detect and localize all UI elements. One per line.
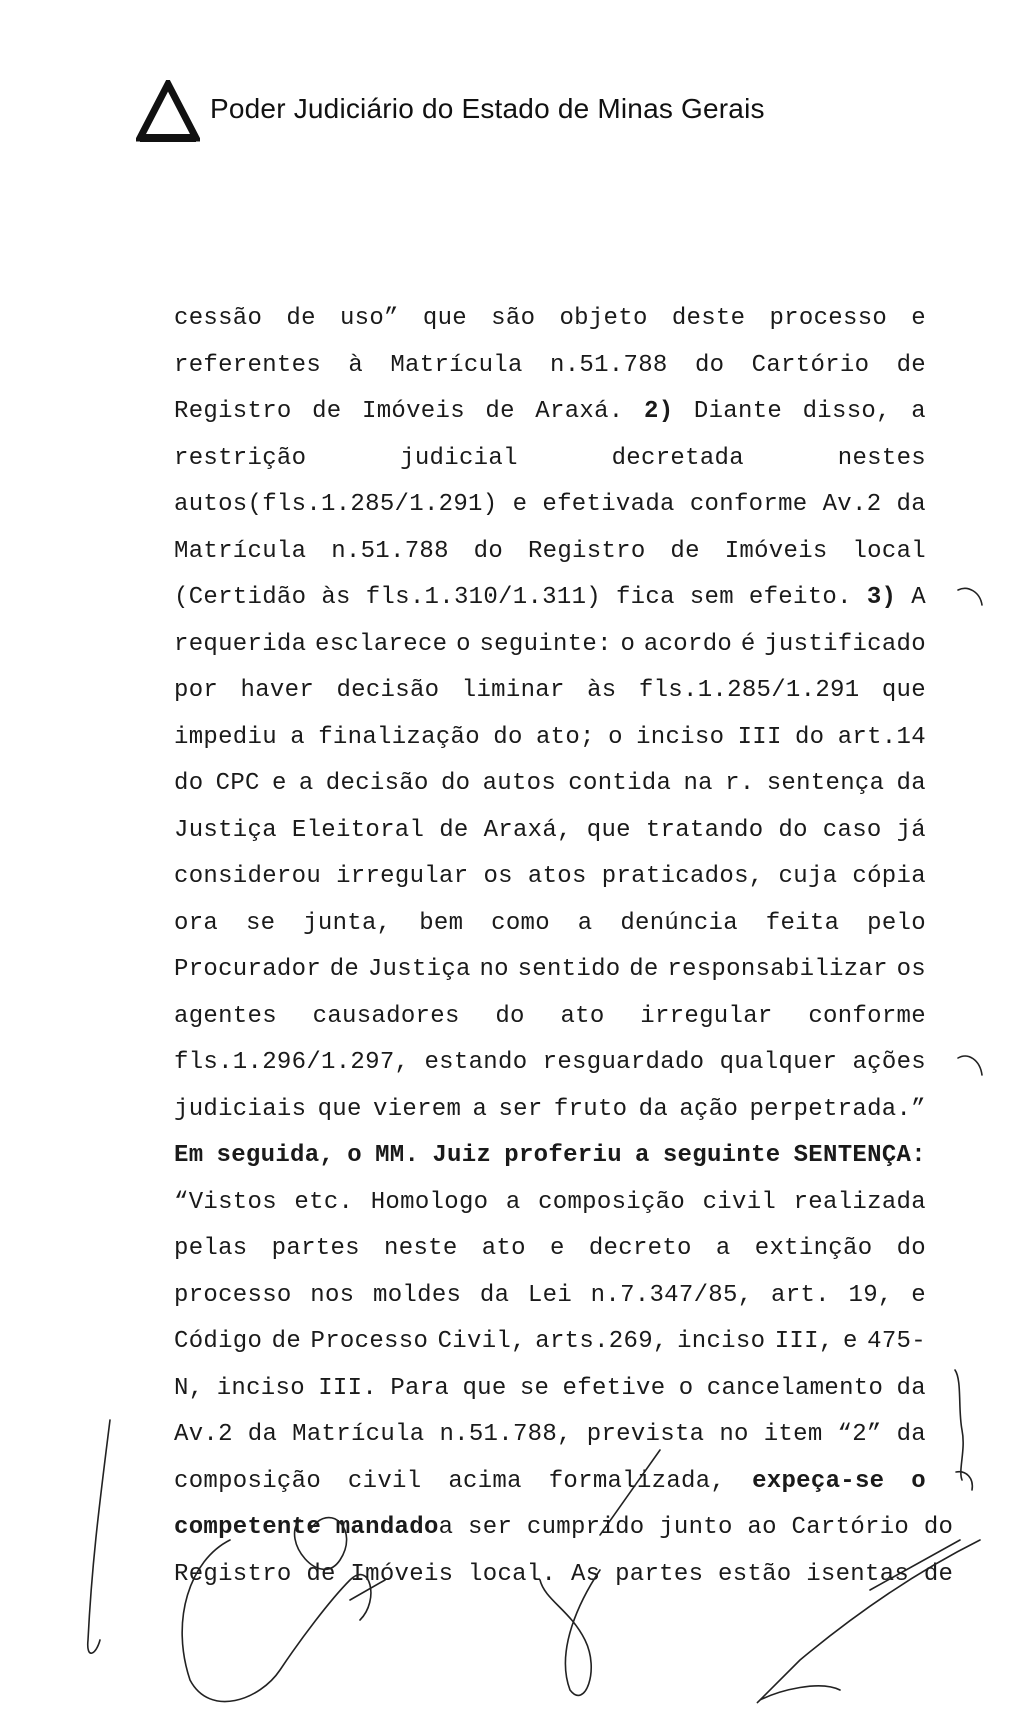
text-word: qualquer — [719, 1049, 838, 1076]
text-word: extinção — [754, 1235, 873, 1262]
text-word: no — [719, 1421, 749, 1448]
text-line — [174, 854, 926, 901]
text-word: judiciais — [174, 1095, 307, 1123]
text-word: atos — [527, 863, 587, 890]
text-word: expeça-se — [752, 1467, 885, 1495]
text-word: que — [462, 1374, 507, 1402]
text-word: ato; — [535, 723, 595, 751]
text-line — [174, 343, 926, 390]
text-word: a ser cumprido junto ao Cartório do — [438, 1514, 954, 1541]
text-word: o — [608, 723, 623, 751]
text-word: cessão — [174, 305, 263, 332]
text-word: de — [271, 1328, 302, 1355]
text-word: de — [439, 816, 469, 844]
text-word: da — [479, 1281, 510, 1309]
text-line — [174, 1319, 926, 1366]
text-word: o — [347, 1142, 362, 1169]
text-word: moldes — [373, 1281, 462, 1309]
text-word: causadores — [312, 1002, 460, 1030]
text-word: do — [794, 723, 825, 751]
text-word: local — [852, 537, 926, 565]
text-word: o — [456, 630, 471, 658]
text-line — [174, 808, 926, 855]
text-word: tratando — [645, 816, 764, 844]
text-word: referentes — [174, 351, 322, 379]
text-word: é — [740, 630, 756, 658]
text-word: (Certidão — [174, 584, 307, 611]
text-word: ora — [174, 909, 219, 937]
text-word: autos — [482, 770, 557, 797]
text-word: que — [317, 1095, 362, 1123]
text-word: realizada — [793, 1188, 926, 1216]
text-word: e — [512, 491, 528, 518]
text-word: Registro de Imóveis local. As partes estão isentas de — [174, 1560, 954, 1588]
text-word: do — [473, 537, 504, 565]
text-word: efetive — [562, 1374, 666, 1402]
text-word: resguardado — [542, 1049, 705, 1076]
text-word: da — [896, 491, 926, 518]
text-word: se — [519, 1374, 550, 1402]
text-word: do — [778, 816, 808, 844]
text-word: Av.2 — [174, 1421, 233, 1448]
text-word: contida — [568, 770, 672, 797]
text-word: e — [911, 305, 926, 332]
text-word: Registro — [174, 398, 292, 425]
text-word: já — [896, 816, 926, 844]
text-word: III. — [318, 1374, 378, 1402]
text-word: no — [479, 956, 509, 983]
text-word: arts.269, — [535, 1328, 668, 1355]
text-line — [174, 994, 926, 1041]
text-word: como — [491, 909, 550, 937]
text-word: fls.1.310/1.311) — [365, 584, 601, 611]
institution-name: Poder Judiciário do Estado de Minas Gerais — [210, 93, 765, 124]
text-word: pelas — [174, 1235, 248, 1262]
text-line — [174, 1459, 926, 1506]
text-word: que — [586, 816, 631, 844]
text-word: caso — [822, 816, 882, 844]
text-word: judicial — [400, 444, 518, 472]
text-word: partes — [271, 1235, 360, 1262]
text-word: civil — [702, 1188, 777, 1216]
text-word: do — [440, 770, 471, 797]
text-word: cópia — [852, 863, 926, 890]
text-word: a — [911, 398, 926, 425]
text-word: inciso — [677, 1328, 766, 1355]
text-word: perpetrada.” — [749, 1095, 926, 1123]
text-word: nos — [310, 1281, 355, 1309]
text-word: n.51.788, — [439, 1421, 572, 1448]
text-word: do — [694, 351, 725, 379]
text-word: de — [312, 398, 342, 425]
text-line — [174, 622, 926, 669]
text-word: do — [174, 770, 204, 797]
letterhead — [136, 80, 916, 144]
text-word: Em — [174, 1142, 204, 1169]
text-word: MM. — [375, 1142, 420, 1169]
text-word: de — [485, 398, 515, 425]
text-word: à — [348, 351, 364, 379]
text-word: art.14 — [837, 723, 926, 751]
text-word: A — [911, 584, 926, 611]
text-word: fls.1.296/1.297, — [174, 1049, 410, 1076]
text-word: feita — [765, 909, 840, 937]
text-word: responsabilizar — [667, 956, 888, 983]
text-line — [174, 668, 926, 715]
text-word: ato — [481, 1235, 526, 1262]
text-word: proferiu — [504, 1142, 622, 1169]
text-word: a — [472, 1095, 488, 1123]
text-line — [174, 529, 926, 576]
text-word: se — [245, 909, 276, 937]
text-line — [174, 296, 926, 343]
text-word: finalização — [318, 723, 480, 751]
text-word: seguida, — [216, 1142, 335, 1169]
text-word: acima — [448, 1467, 522, 1495]
text-word: formalizada, — [548, 1467, 726, 1495]
text-word: fica — [615, 584, 675, 611]
text-word: haver — [240, 677, 315, 704]
text-word: Homologo — [370, 1188, 489, 1216]
text-word: bem — [419, 909, 464, 937]
margin-bracket-3 — [956, 1472, 972, 1490]
text-word: a — [290, 723, 305, 751]
text-line — [174, 1180, 926, 1227]
text-word: neste — [384, 1235, 458, 1262]
text-word: Justiça — [367, 956, 471, 983]
text-word: Matrícula — [174, 537, 307, 565]
text-word: e — [549, 1235, 565, 1262]
text-word: requerida — [174, 630, 307, 658]
text-line — [174, 1552, 954, 1599]
text-word: Juiz — [432, 1142, 492, 1169]
text-line — [174, 1412, 926, 1459]
text-word: os — [896, 956, 926, 983]
text-word: Araxá. — [535, 398, 624, 425]
text-word: os — [483, 863, 513, 890]
text-word: irregular — [336, 863, 469, 890]
text-word: ação — [679, 1095, 739, 1123]
text-word: e — [911, 1281, 926, 1309]
text-word: sentença — [766, 770, 885, 797]
text-word: inciso — [216, 1374, 305, 1402]
text-word: uso” — [339, 305, 399, 332]
court-triangle-logo-icon — [136, 80, 200, 144]
text-word: inciso — [636, 723, 725, 751]
text-word: objeto — [559, 305, 648, 332]
text-word: ato — [560, 1002, 605, 1030]
text-word: Civil, — [437, 1328, 526, 1355]
text-word: da — [896, 1374, 926, 1402]
text-word: conforme — [689, 491, 808, 518]
text-line — [174, 389, 926, 436]
text-word: às — [587, 677, 617, 704]
text-word: n.51.788 — [331, 537, 449, 565]
minutes-text — [174, 296, 954, 1598]
text-line — [174, 1366, 926, 1413]
text-word: justificado — [764, 630, 926, 658]
text-word: Código — [174, 1328, 263, 1355]
text-line — [174, 947, 926, 994]
text-word: a — [635, 1142, 650, 1169]
text-word: do — [493, 723, 523, 751]
text-word: 475- — [867, 1328, 926, 1355]
text-line — [174, 1505, 954, 1552]
text-word: de — [670, 537, 700, 565]
text-word: da — [247, 1421, 278, 1448]
text-word: prevista — [586, 1421, 705, 1448]
text-word: 2) — [644, 398, 674, 425]
text-word: disso, — [802, 398, 891, 425]
margin-bracket-1 — [958, 588, 982, 605]
text-word: decretada — [611, 444, 744, 472]
text-word: deste — [671, 305, 746, 332]
text-word: a — [715, 1235, 731, 1262]
text-word: e — [271, 770, 287, 797]
text-word: composição — [174, 1467, 322, 1495]
text-word: Procurador — [174, 956, 322, 983]
text-word: de — [629, 956, 659, 983]
text-line — [174, 482, 926, 529]
text-word: considerou — [174, 863, 322, 890]
text-word: SENTENÇA: — [793, 1142, 926, 1169]
text-word: vierem — [373, 1095, 462, 1123]
text-word: Registro — [527, 537, 646, 565]
text-word: seguinte — [662, 1142, 781, 1169]
text-word: Lei — [527, 1281, 573, 1309]
text-line — [174, 436, 926, 483]
text-word: de — [329, 956, 360, 983]
text-word: composição — [538, 1188, 686, 1216]
text-word: estando — [424, 1049, 528, 1076]
text-word: fruto — [553, 1095, 628, 1123]
text-word: 19, — [848, 1281, 893, 1309]
text-word: irregular — [640, 1002, 773, 1030]
text-word: a — [577, 909, 593, 937]
text-word: CPC — [215, 770, 260, 797]
text-word: fls.1.285/1.291 — [638, 677, 860, 704]
text-word: “2” — [837, 1421, 882, 1448]
text-word: sem — [689, 584, 734, 611]
text-word: N, — [174, 1374, 204, 1402]
text-word: de — [896, 351, 926, 379]
text-line — [174, 1040, 926, 1087]
text-word: que — [881, 677, 926, 704]
text-word: impediu — [174, 723, 277, 751]
text-word: Diante — [693, 398, 783, 425]
text-word: na — [683, 770, 713, 797]
text-word: a — [298, 770, 314, 797]
text-word: cuja — [778, 863, 838, 890]
text-word: e — [843, 1328, 858, 1355]
text-word: efetivada — [542, 491, 675, 518]
text-word: processo — [174, 1281, 292, 1309]
text-word: sentido — [517, 956, 621, 983]
text-word: o — [678, 1374, 694, 1402]
text-word: liminar — [461, 677, 565, 704]
text-word: etc. — [294, 1188, 354, 1216]
text-word: do — [896, 1235, 926, 1262]
text-word: denúncia — [620, 909, 738, 937]
text-word: n.51.788 — [550, 351, 668, 379]
text-word: pelo — [867, 909, 926, 937]
text-word: nestes — [837, 444, 926, 472]
text-line — [174, 761, 926, 808]
text-word: efeito. — [748, 584, 852, 611]
text-word: III — [737, 723, 782, 751]
text-word: da — [896, 770, 926, 797]
text-word: do — [495, 1002, 525, 1030]
text-word: esclarece — [315, 630, 448, 658]
text-word: por — [174, 677, 219, 704]
text-word: Matrícula — [292, 1421, 425, 1448]
text-word: ser — [498, 1095, 543, 1123]
text-word: da — [896, 1421, 926, 1448]
text-word: acordo — [643, 630, 733, 658]
text-word: competente mandado — [174, 1514, 439, 1541]
text-word: III, — [774, 1328, 834, 1355]
text-word: decreto — [588, 1235, 692, 1262]
text-word: da — [638, 1095, 669, 1123]
text-word: civil — [347, 1467, 422, 1495]
text-word: “Vistos — [174, 1188, 277, 1216]
text-word: que — [422, 305, 468, 332]
text-word: Eleitoral — [291, 816, 425, 844]
text-word: o — [620, 630, 636, 658]
text-word: Imóveis — [362, 398, 465, 425]
text-word: restrição — [174, 444, 307, 472]
text-word: n.7.347/85, — [590, 1281, 753, 1309]
text-word: conforme — [808, 1002, 926, 1030]
text-word: agentes — [174, 1002, 277, 1030]
text-word: de — [286, 305, 316, 332]
text-line — [174, 1133, 926, 1180]
text-word: decisão — [325, 770, 429, 797]
text-word: Araxá, — [483, 816, 572, 844]
text-word: o — [911, 1467, 926, 1495]
text-word: decisão — [336, 677, 440, 704]
text-word: Cartório — [751, 351, 870, 379]
text-word: autos(fls.1.285/1.291) — [174, 491, 498, 518]
text-word: junta, — [303, 909, 392, 937]
text-word: Imóveis — [724, 537, 828, 565]
text-word: são — [491, 305, 536, 332]
text-word: às — [321, 584, 351, 611]
text-word: Av.2 — [822, 491, 882, 518]
margin-bracket-2 — [958, 1056, 982, 1075]
text-word: r. — [725, 770, 755, 797]
text-word: item — [763, 1421, 823, 1448]
text-line — [174, 1087, 926, 1134]
text-word: 3) — [866, 584, 897, 611]
text-word: processo — [769, 305, 888, 332]
text-word: seguinte: — [479, 630, 612, 658]
text-line — [174, 1273, 926, 1320]
text-line — [174, 901, 926, 948]
text-word: praticados, — [601, 863, 764, 890]
text-line — [174, 575, 926, 622]
text-word: Matrícula — [390, 351, 523, 379]
text-word: Justiça — [174, 816, 277, 844]
margin-stroke-right — [955, 1370, 963, 1480]
text-word: a — [505, 1188, 521, 1216]
text-word: Processo — [310, 1328, 429, 1355]
text-word: art. — [771, 1281, 830, 1309]
text-word: Para — [390, 1374, 450, 1402]
text-word: ações — [852, 1049, 926, 1076]
text-line — [174, 715, 926, 762]
text-line — [174, 1226, 926, 1273]
margin-stroke-left — [88, 1420, 110, 1653]
text-word: cancelamento — [706, 1374, 884, 1402]
